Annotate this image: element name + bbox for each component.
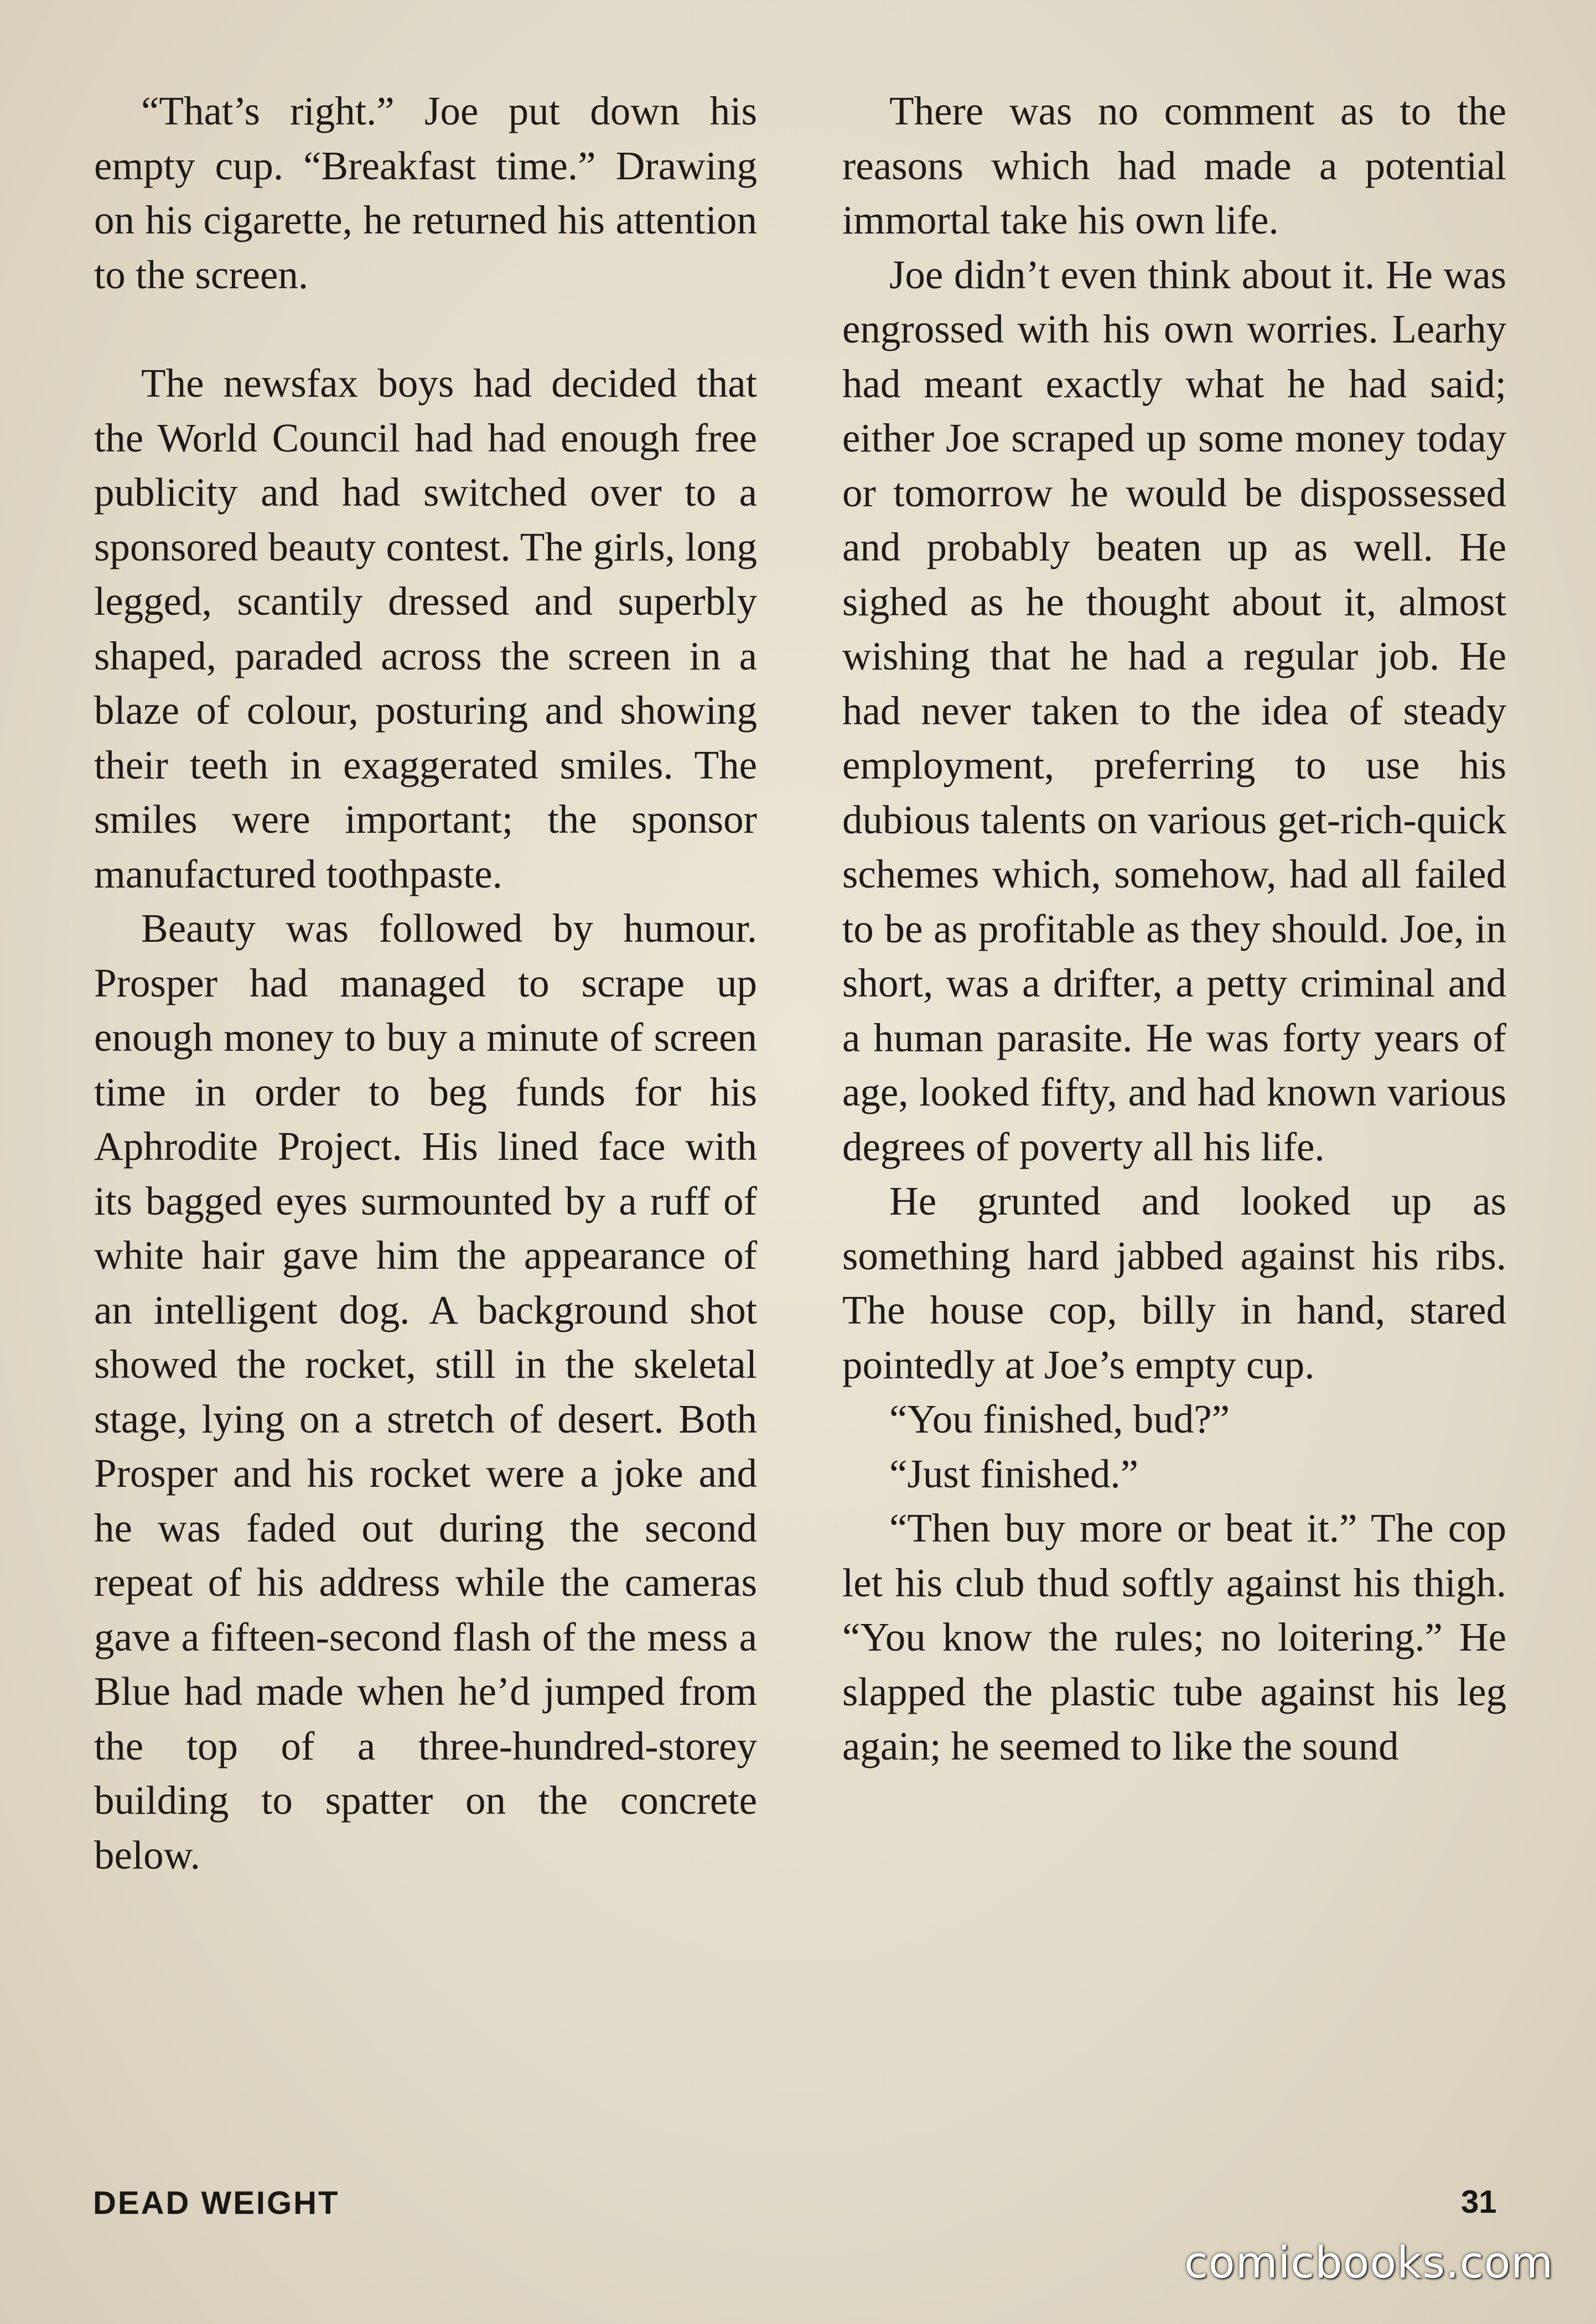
paragraph: There was no comment as to the reasons which had made a potential immortal take his own life. bbox=[842, 89, 1506, 242]
paragraph: Joe didn’t even think about it. He was engrossed with his own worries. Learhy had meant exactly what he had said; either Joe scraped up some money today or tomorrow he would be dispossessed and probably beaten up as well. He sighed as he thought about it, almost wishing that he had a regular job. He had never taken to the idea of steady employment, preferring to use his dubious talents on various get-rich-quick schemes which, somehow, had all failed to be as profitable as they should. Joe, in short, was a drifter, a petty criminal and a human parasite. He was forty years of age, looked fifty, and had known various degrees of poverty all his life. bbox=[842, 252, 1506, 1169]
paragraph: “That’s right.” Joe put down his empty cup. “Breakfast time.” Drawing on his cigarette, he returned his attention to the screen. bbox=[94, 89, 757, 297]
paragraph: He grunted and looked up as something hard jabbed against his ribs. The house cop, billy in hand, stared pointedly at Joe’s empty cup. bbox=[842, 1179, 1506, 1387]
running-title: DEAD WEIGHT bbox=[93, 2185, 340, 2221]
page-number: 31 bbox=[1461, 2184, 1497, 2220]
site-watermark: comicbooks.com bbox=[1184, 2238, 1554, 2288]
right-text-column bbox=[842, 84, 1506, 1774]
paragraph: “Just finished.” bbox=[889, 1451, 1139, 1496]
paragraph: “You finished, bud?” bbox=[889, 1397, 1230, 1441]
left-text-column bbox=[94, 84, 757, 1882]
paragraph: The newsfax boys had decided that the World Council had had enough free publicity and had switched over to a sponsored beauty contest. The girls, long legged, scantily dressed and superbly shaped, paraded across the screen in a blaze of colour, posturing and showing their teeth in exaggerated smiles. The smiles were important; the sponsor manufactured toothpaste. bbox=[94, 361, 757, 896]
paragraph: Beauty was followed by humour. Prosper had managed to scrape up enough money to buy a minute of screen time in order to beg funds for his Aphrodite Project. His lined face with its bagged eyes surmounted by a ruff of white hair gave him the appearance of an intelligent dog. A background shot showed the rocket, still in the skeletal stage, lying on a stretch of desert. Both Prosper and his rocket were a joke and he was faded out during the second repeat of his address while the cameras gave a fifteen-second flash of the mess a Blue had made when he’d jumped from the top of a three-hundred-storey building to spatter on the concrete below. bbox=[94, 906, 757, 1877]
paragraph: “Then buy more or beat it.” The cop let his club thud softly against his thigh. “You know the rules; no loitering.” He slapped the plastic tube against his leg again; he seemed to like the sound bbox=[842, 1506, 1506, 1768]
